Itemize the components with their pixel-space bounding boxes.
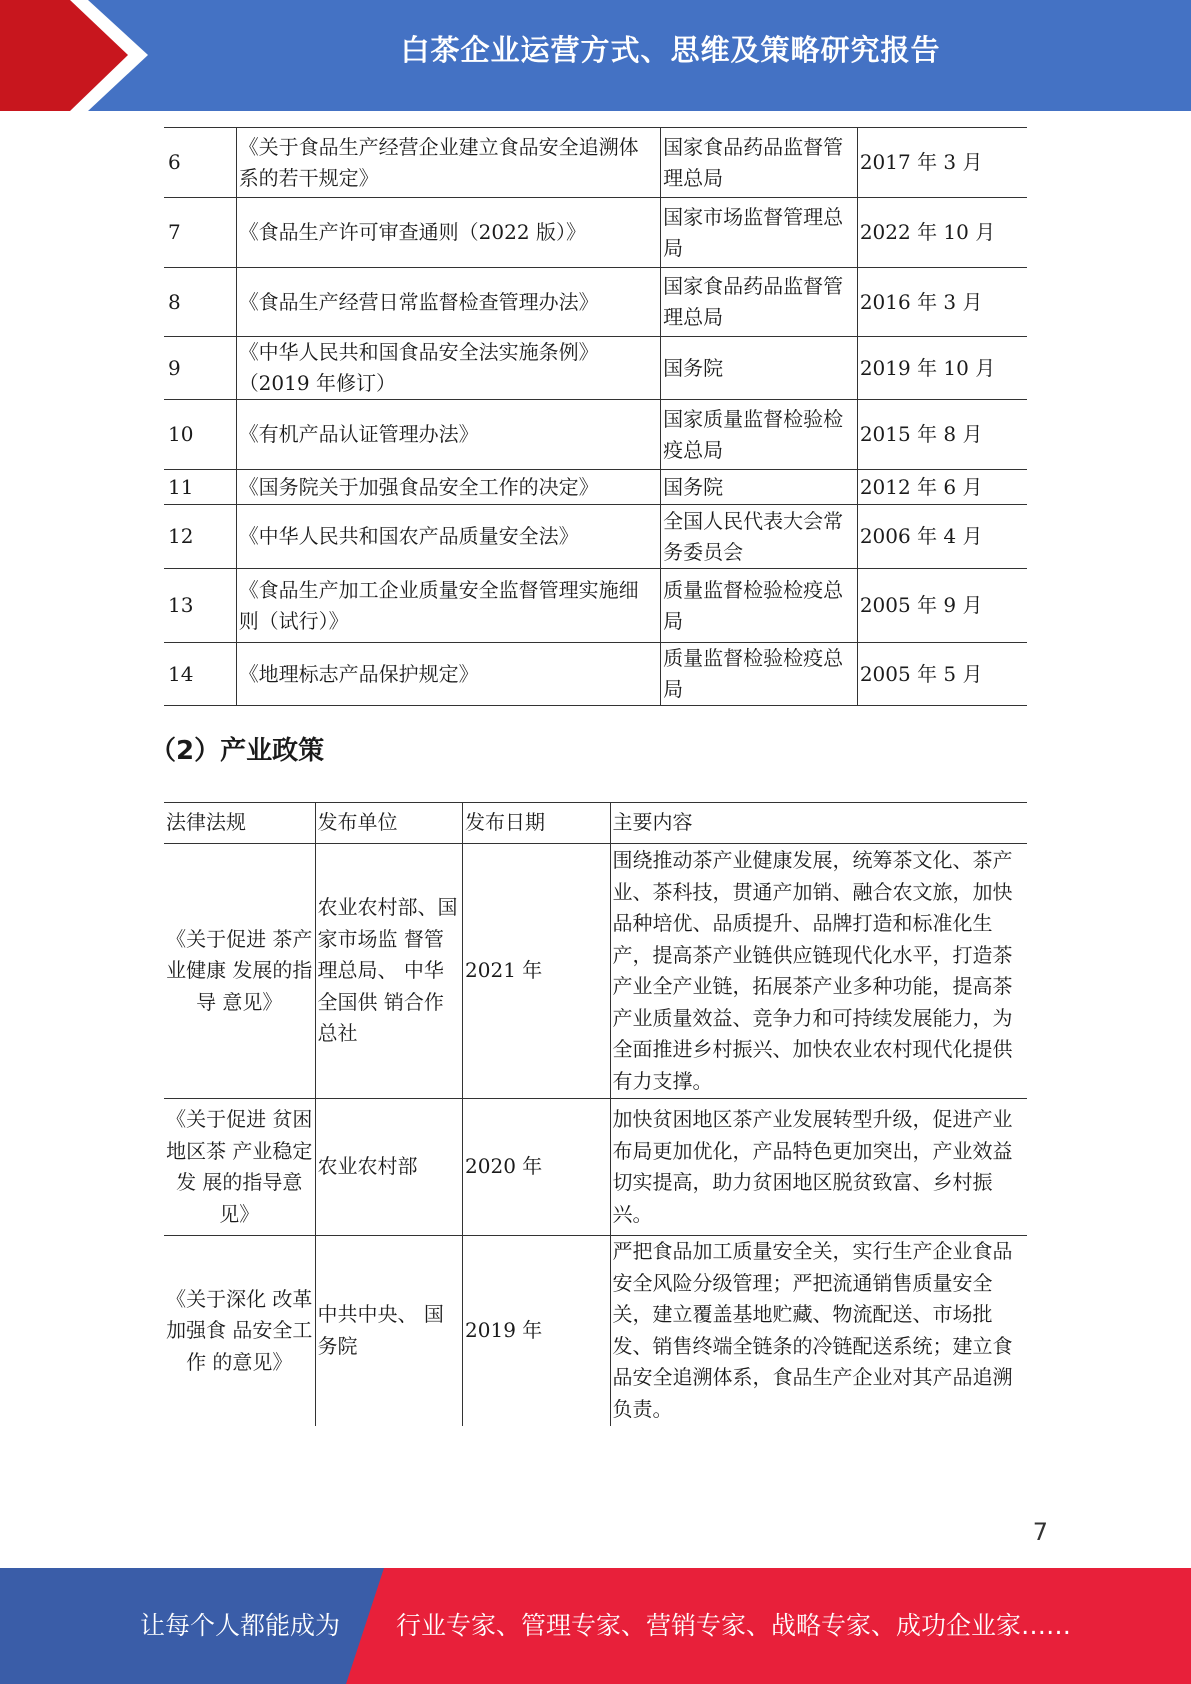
- table-row: [164, 128, 1027, 198]
- regulation-issuer: 质量监督检验检疫总局: [661, 643, 858, 706]
- table-row: [164, 268, 1027, 337]
- row-number: 7: [164, 198, 236, 268]
- regulation-title: 《有机产品认证管理办法》: [236, 400, 660, 470]
- regulations-table: [164, 127, 1027, 706]
- regulation-issuer: 国务院: [661, 337, 858, 400]
- regulation-date: 2006 年 4 月: [857, 505, 1027, 569]
- table-row: [164, 1236, 1027, 1426]
- regulation-issuer: 国务院: [661, 470, 858, 505]
- row-number: 9: [164, 337, 236, 400]
- page-header: [0, 0, 1191, 111]
- page-footer: [0, 1568, 1191, 1684]
- regulation-date: 2016 年 3 月: [857, 268, 1027, 337]
- column-header: 法律法规: [164, 803, 315, 844]
- table-row: [164, 400, 1027, 470]
- regulation-title: 《食品生产许可审查通则（2022 版）》: [236, 198, 660, 268]
- table-row: [164, 1099, 1027, 1236]
- regulation-issuer: 质量监督检验检疫总局: [661, 569, 858, 643]
- regulation-issuer: 国家市场监督管理总局: [661, 198, 858, 268]
- policy-date: 2020 年: [463, 1099, 611, 1236]
- row-number: 13: [164, 569, 236, 643]
- regulation-title: 《地理标志产品保护规定》: [236, 643, 660, 706]
- section-title: （2）产业政策: [150, 736, 325, 766]
- regulation-title: 《关于食品生产经营企业建立食品安全追溯体系的若干规定》: [236, 128, 660, 198]
- policy-law: 《关于促进 茶产业健康 发展的指导 意见》: [164, 844, 315, 1099]
- table-row: [164, 505, 1027, 569]
- row-number: 8: [164, 268, 236, 337]
- report-title: 白茶企业运营方式、思维及策略研究报告: [400, 33, 941, 67]
- column-header: 发布单位: [315, 803, 463, 844]
- table-row: [164, 569, 1027, 643]
- regulation-date: 2022 年 10 月: [857, 198, 1027, 268]
- policy-issuer: 农业农村部、国家市场监 督管理总局、 中华全国供 销合作总社: [315, 844, 463, 1099]
- page-number: 7: [1032, 1518, 1048, 1546]
- row-number: 11: [164, 470, 236, 505]
- footer-slogan-right: 行业专家、管理专家、营销专家、战略专家、成功企业家……: [396, 1611, 1072, 1640]
- policy-issuer: 中共中央、 国务院: [315, 1236, 463, 1426]
- regulation-issuer: 全国人民代表大会常务委员会: [661, 505, 858, 569]
- table-row: [164, 844, 1027, 1099]
- regulation-date: 2015 年 8 月: [857, 400, 1027, 470]
- policy-date: 2019 年: [463, 1236, 611, 1426]
- regulation-date: 2019 年 10 月: [857, 337, 1027, 400]
- regulation-date: 2005 年 5 月: [857, 643, 1027, 706]
- row-number: 6: [164, 128, 236, 198]
- row-number: 12: [164, 505, 236, 569]
- regulation-title: 《食品生产经营日常监督检查管理办法》: [236, 268, 660, 337]
- table-row: [164, 470, 1027, 505]
- regulation-date: 2005 年 9 月: [857, 569, 1027, 643]
- table-header-row: [164, 803, 1027, 844]
- regulation-title: 《中华人民共和国农产品质量安全法》: [236, 505, 660, 569]
- regulation-issuer: 国家食品药品监督管理总局: [661, 128, 858, 198]
- policy-content: 严把食品加工质量安全关，实行生产企业食品安全风险分级管理；严把流通销售质量安全关，建立覆盖基地贮藏、物流配送、市场批发、销售终端全链条的冷链配送系统；建立食品安全追溯体系，食品生产企业对其产品追溯负责。: [610, 1236, 1027, 1426]
- regulation-date: 2017 年 3 月: [857, 128, 1027, 198]
- regulation-date: 2012 年 6 月: [857, 470, 1027, 505]
- policy-issuer: 农业农村部: [315, 1099, 463, 1236]
- table-row: [164, 337, 1027, 400]
- regulation-issuer: 国家质量监督检验检疫总局: [661, 400, 858, 470]
- regulation-title: 《中华人民共和国食品安全法实施条例》（2019 年修订）: [236, 337, 660, 400]
- policy-table: [164, 802, 1027, 1426]
- regulation-title: 《国务院关于加强食品安全工作的决定》: [236, 470, 660, 505]
- table-row: [164, 198, 1027, 268]
- footer-slogan-left: 让每个人都能成为: [140, 1611, 341, 1640]
- policy-content: 加快贫困地区茶产业发展转型升级，促进产业布局更加优化，产品特色更加突出，产业效益切实提高，助力贫困地区脱贫致富、乡村振兴。: [610, 1099, 1027, 1236]
- regulation-title: 《食品生产加工企业质量安全监督管理实施细则（试行）》: [236, 569, 660, 643]
- column-header: 发布日期: [463, 803, 611, 844]
- row-number: 14: [164, 643, 236, 706]
- regulation-issuer: 国家食品药品监督管理总局: [661, 268, 858, 337]
- table-row: [164, 643, 1027, 706]
- column-header: 主要内容: [610, 803, 1027, 844]
- row-number: 10: [164, 400, 236, 470]
- policy-date: 2021 年: [463, 844, 611, 1099]
- policy-content: 围绕推动茶产业健康发展，统筹茶文化、茶产业、茶科技，贯通产加销、融合农文旅，加快品种培优、品质提升、品牌打造和标准化生产，提高茶产业链供应链现代化水平，打造茶产业全产业链，拓展茶产业多种功能，提高茶产业质量效益、竞争力和可持续发展能力，为全面推进乡村振兴、加快农业农村现代化提供有力支撑。: [610, 844, 1027, 1099]
- policy-law: 《关于深化 改革加强食 品安全工作 的意见》: [164, 1236, 315, 1426]
- policy-law: 《关于促进 贫困地区茶 产业稳定发 展的指导意 见》: [164, 1099, 315, 1236]
